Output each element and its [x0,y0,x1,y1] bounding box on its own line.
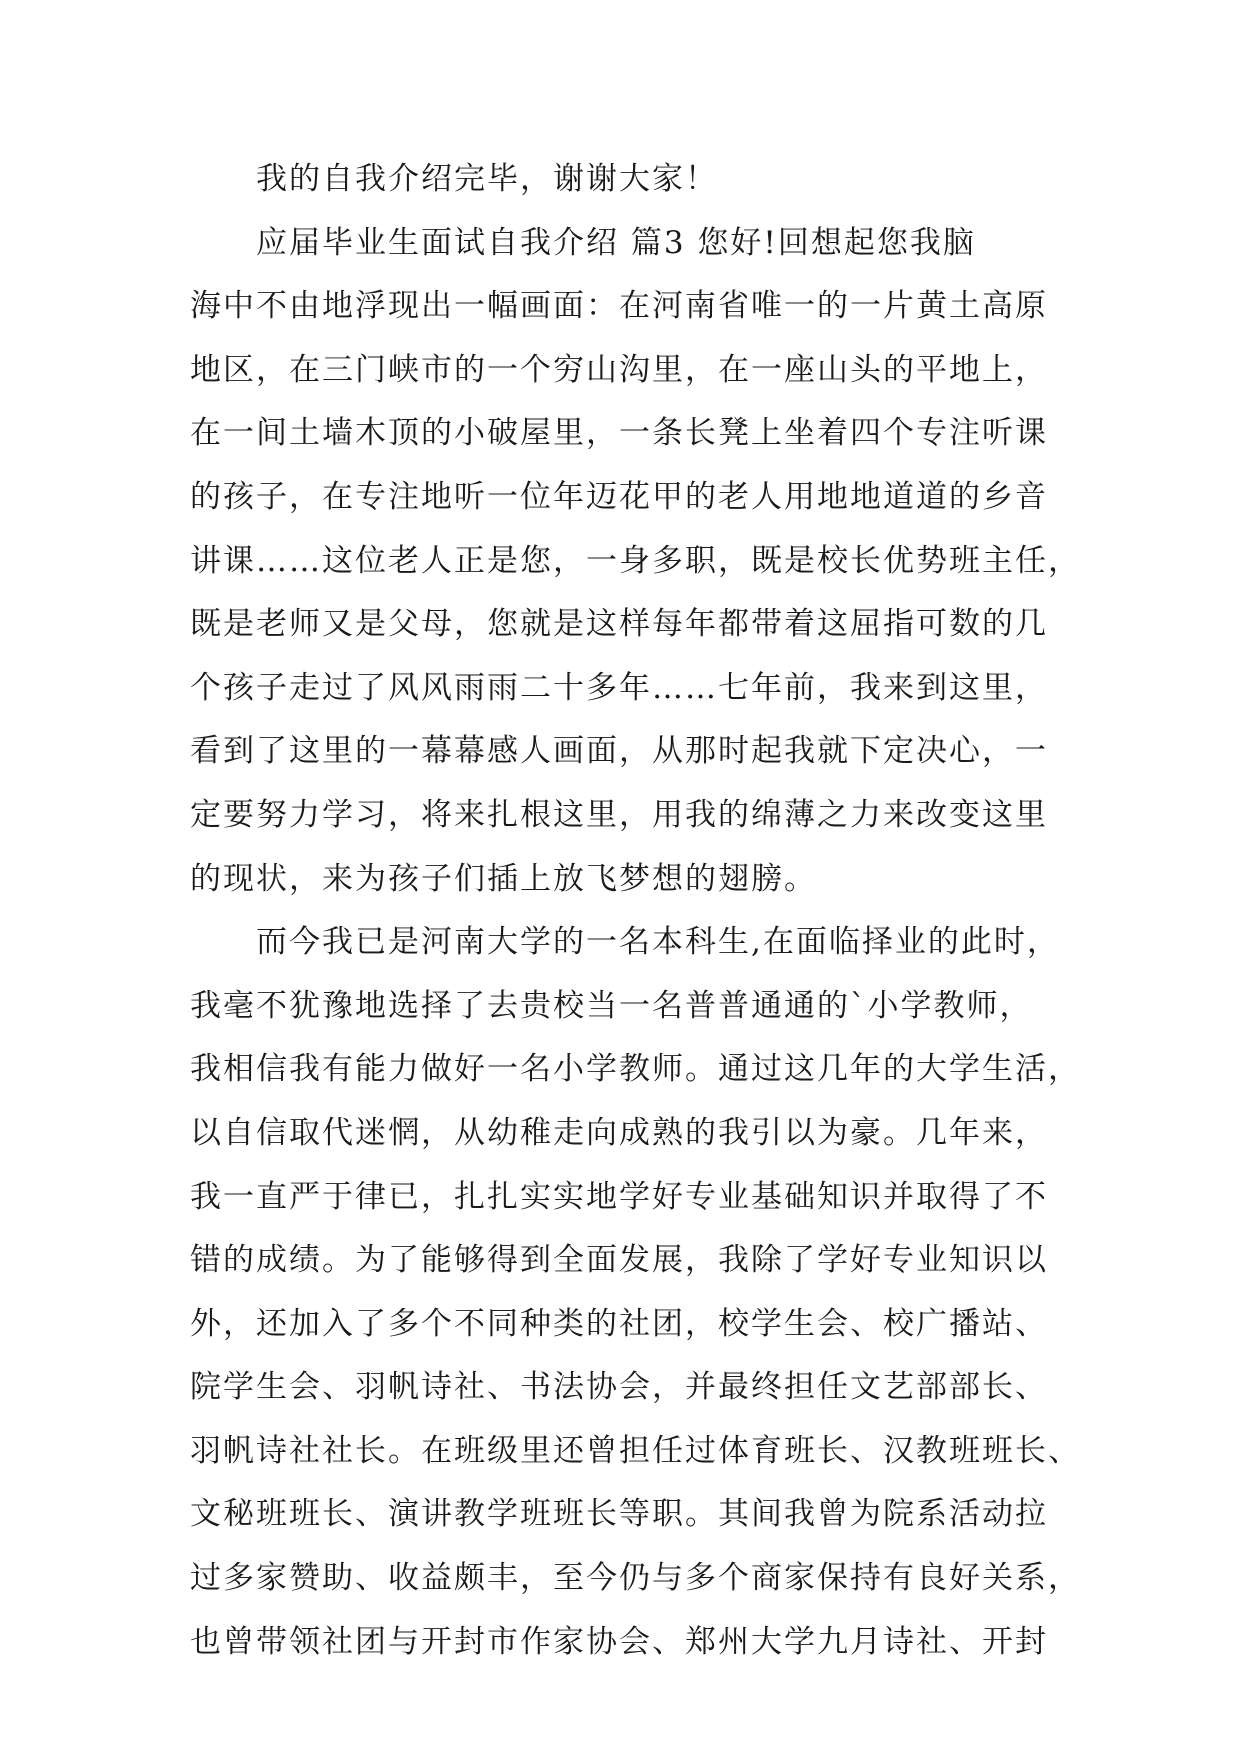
text-line: 海中不由地浮现出一幅画面：在河南省唯一的一片黄土高原 [190,288,1048,325]
text-line: 看到了这里的一幕幕感人画面，从那时起我就下定决心，一 [190,733,1048,770]
text-line: 地区，在三门峡市的一个穷山沟里，在一座山头的平地上， [190,351,1048,388]
text-line: 也曾带领社团与开封市作家协会、郑州大学九月诗社、开封 [190,1623,1048,1660]
text-line: 羽帆诗社社长。在班级里还曾担任过体育班长、汉教班班长、 [190,1432,1081,1469]
text-line: 而今我已是河南大学的一名本科生,在面临择业的此时， [256,924,1060,961]
text-line: 文秘班班长、演讲教学班班长等职。其间我曾为院系活动拉 [190,1496,1048,1533]
text-line: 定要努力学习，将来扎根这里，用我的绵薄之力来改变这里 [190,796,1048,833]
text-line: 既是老师又是父母，您就是这样每年都带着这屈指可数的几 [190,606,1048,643]
text-line: 院学生会、羽帆诗社、书法协会，并最终担任文艺部部长、 [190,1369,1048,1406]
text-line: 的现状，来为孩子们插上放飞梦想的翅膀。 [190,860,817,897]
text-line: 的孩子，在专注地听一位年迈花甲的老人用地地道道的乡音 [190,478,1048,515]
text-line: 在一间土墙木顶的小破屋里，一条长凳上坐着四个专注听课 [190,415,1048,452]
document-body [190,148,1090,1674]
text-line: 应届毕业生面试自我介绍 篇3 您好!回想起您我脑 [256,224,976,261]
text-line: 以自信取代迷惘，从幼稚走向成熟的我引以为豪。几年来， [190,1114,1048,1151]
text-line: 我的自我介绍完毕，谢谢大家！ [256,161,718,197]
text-line: 个孩子走过了风风雨雨二十多年……七年前，我来到这里， [190,669,1048,706]
text-line: 讲课……这位老人正是您，一身多职，既是校长优势班主任， [190,542,1081,579]
text-line: 我毫不犹豫地选择了去贵校当一名普普通通的`小学教师， [190,987,1033,1024]
text-line: 外，还加入了多个不同种类的社团，校学生会、校广播站、 [190,1305,1048,1342]
text-line: 我相信我有能力做好一名小学教师。通过这几年的大学生活， [190,1051,1081,1088]
text-line: 错的成绩。为了能够得到全面发展，我除了学好专业知识以 [190,1242,1048,1279]
text-line: 过多家赞助、收益颇丰，至今仍与多个商家保持有良好关系， [190,1560,1081,1597]
text-line: 我一直严于律已，扎扎实实地学好专业基础知识并取得了不 [190,1178,1048,1215]
